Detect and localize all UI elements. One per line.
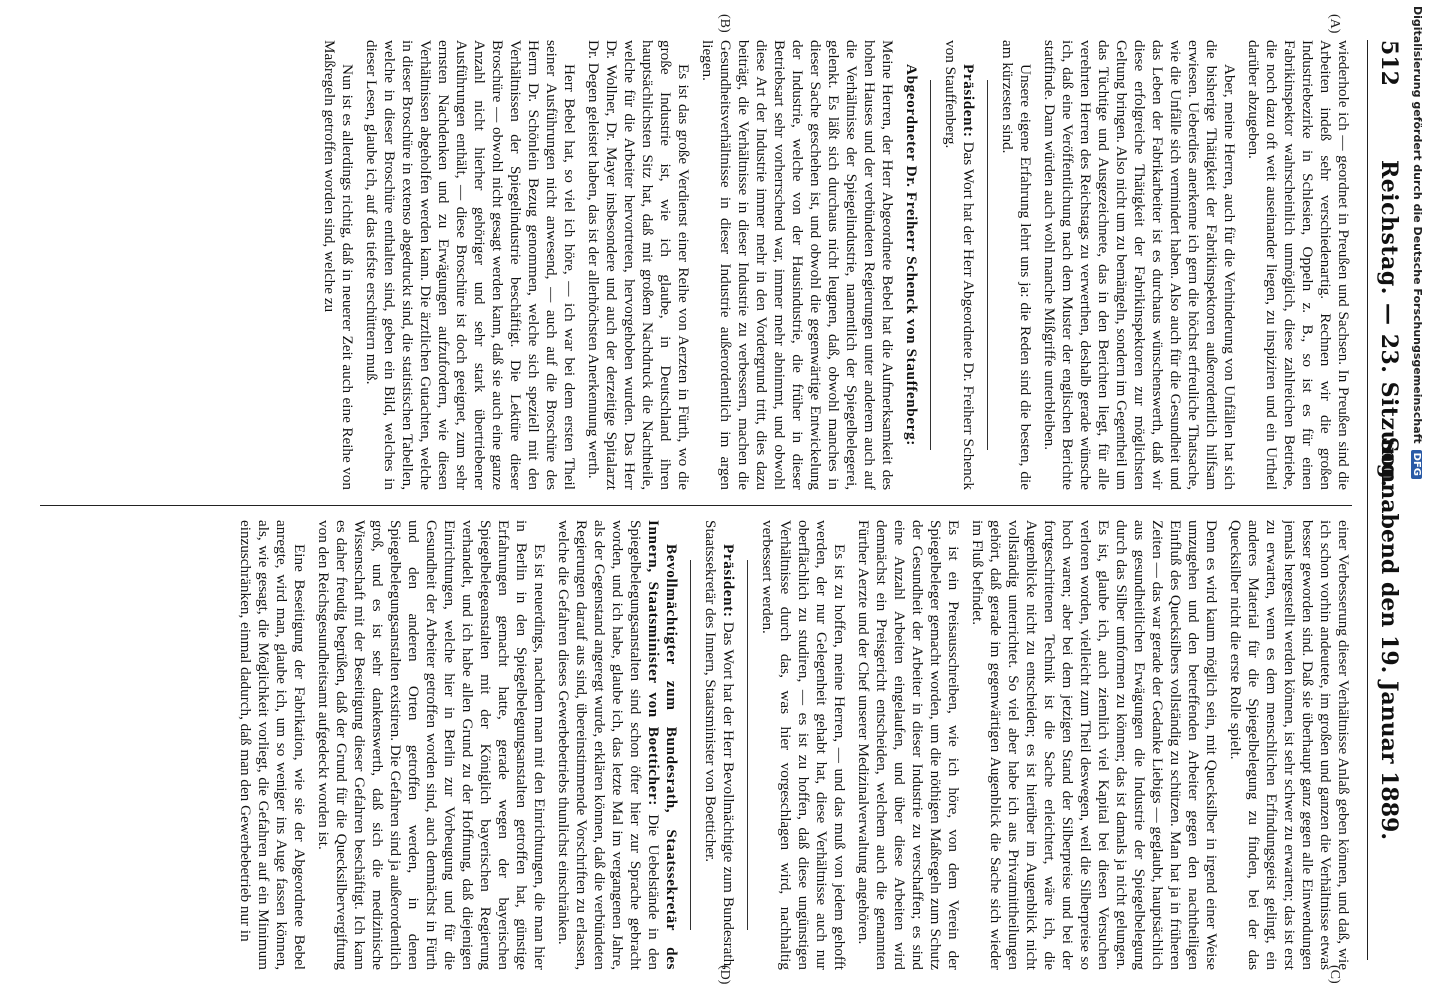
president-label: Präsident: bbox=[960, 64, 977, 138]
credit-label: Digitalisierung gefördert durch die Deutsche Forschungsgemeinschaft bbox=[1411, 6, 1424, 444]
dfg-logo-badge: DFG bbox=[1411, 450, 1422, 479]
president-label-right: Präsident: bbox=[720, 544, 737, 618]
right-speaker-intro bbox=[554, 520, 680, 970]
left-paragraph-3: Unsere eigene Erfahrung lehrt uns ja: die Reden sind die besten, die am kürzesten sind. bbox=[999, 40, 1034, 490]
section-divider-left bbox=[987, 80, 988, 450]
digitization-credit-text bbox=[1411, 6, 1424, 479]
right-paragraph-3: Es ist ein Preisausschreiben, wie ich höre, von dem Verein der Spiegelbeleger gemacht worden, um die nöthigen Maßregeln zum Schutz der Gesundheit der Arbeiter in dieser Industrie zu verschaffen; es sind eine Anzahl Arbeiten eingelaufen, und über diese Arbeiten wird demnächst ein Preisgericht entscheiden, welchem auch die genannten Fürther Aerzte und der Chef unserer Medizinalverwaltung angehören. bbox=[855, 520, 962, 970]
left-paragraph-4: Meine Herren, der Herr Abgeordnete Bebel hat die Aufmerksamkeit des hohen Hauses und der verbündeten Regierungen unter anderem auch auf die Verhältnisse der Spiegelindustrie, namentlich der Spiegelbelegerei, gelenkt. Es läßt sich durchaus nicht leugnen, daß, obwohl manches in dieser Sache geschehen ist, und obwohl die gegenwärtige Entwickelung der Industrie, welche von der Hausindustrie, die früher in dieser Betriebsart sehr vorherrschend war, immer mehr abnimmt, und obwohl diese Art der Industrie immer mehr in den Vordergrund tritt, dies dazu beiträgt, die Verhältnisse in dieser Industrie zu verbessern, machen die Gesundheitsverhältnisse in dieser Industrie außerordentlich im argen liegen. bbox=[699, 40, 896, 490]
left-column bbox=[20, 40, 1352, 490]
right-paragraph-4: Es ist zu hoffen, meine Herren, — und das muß von jedem gehofft werden, der nur Gelegenheit gehabt hat, diese Verhältnisse auch nur oberflächlich zu studiren, — es ist zu hoffen, daß diese ungünstigen Verhältnisse durch das, was hier vorgeschlagen wird, nachhaltig verbessert werden. bbox=[759, 520, 848, 970]
right-paragraph-5: Die Uebelstände in den Spiegelbelegungsanstalten sind schon öfter hier zur Sprache gebracht worden, und ich habe, glaube ich, das letzte Mal im vergangenen Jahre, als der Gegenstand angeregt wurde, erklären können, daß die verbündeten Regierungen darauf aus sind, übereinstimmende Vorschriften zu erlassen, welche die Gefahren dieses Gewerbebetriebs thunlichst einschränken. bbox=[555, 520, 662, 970]
margin-marker-c: (C) bbox=[1327, 965, 1342, 984]
session-title: Reichstag. — 23. Sitzung. bbox=[1376, 160, 1402, 488]
right-president-call bbox=[701, 520, 737, 970]
margin-marker-b: (B) bbox=[717, 14, 732, 33]
president-call-text-right: Das Wort hat der Herr Bevollmächtigte zum Bundesrath, Staatssekretär des Innern, Staatsminister von Boetticher. bbox=[702, 520, 737, 970]
speaker-intro-right: Bevollmächtigter zum Bundesrath, Staatssekretär des Innern, Staatsminister von Boetticher: bbox=[645, 520, 680, 970]
right-paragraph-7: Eine Beseitigung der Fabrikation, wie sie der Abgeordnete Bebel anregte, wird man, glaube ich, um so weniger ins Auge fassen können, als, wie gesagt, die Möglichkeit vorliegt, die Gefahren auf ein Minimum einzuschränken, einmal dadurch, daß man den Gewerbebetrieb nur in bbox=[237, 520, 308, 970]
right-paragraph-2: Denn es wird kaum möglich sein, mit Quecksilber in irgend einer Weise umzugehen und den betreffenden Arbeiter gegen den nachtheiligen Einfluß des Quecksilbers vollständig zu schützen. Man hat ja in früheren Zeiten — das war gerade der Gedanke Liebigs — geglaubt, hauptsächlich aus gesundheitlichen Erwägungen die Industrie der Spiegelbelegung durch das Silber umformen zu können; das ist damals ja nicht gelungen. Es ist, glaube ich, auch ziemlich viel Kapital bei diesen Versuchen verloren worden, vielleicht zum Theil deswegen, weil die Silberpreise so hoch waren; aber bei dem jetzigen Stand der Silberpreise und bei der fortgeschrittenen Technik ist die Sache erleichtert, wäre ich, die Augenblicke nicht zu entscheiden; es ist hierüber im Augenblick nicht vollständig unterrichtet. So viel aber habe ich aus Privatmittheilungen gehört, daß gerade im gegenwärtigen Augenblick die Sache sich wieder im Fluß befindet. bbox=[969, 520, 1220, 970]
right-paragraph-1: einer Verbesserung dieser Verhältnisse Anlaß geben können, und daß, wie ich schon vorhin andeutete, im großen und ganzen die Verhältnisse etwas besser geworden sind. Daß sie überhaupt ganz gegen alle Einwendungen jemals hergestellt werden können, ist sehr schwer zu erwarten; das ist erst zu erwarten, wenn es dem menschlichen Erfindungsgeist gelingt, ein anderes Material für die Spiegelbelegung zu finden, bei der das Quecksilber nicht die erste Rolle spielt. bbox=[1227, 520, 1352, 970]
left-paragraph-6: Herr Bebel hat, so viel ich höre, — ich war bei dem ersten Theil seiner Ausführungen nicht anwesend, — auch auf die Broschüre des Herrn Dr. Schönlein Bezug genommen, welche sich speziell mit den Verhältnissen der Spiegelindustrie beschäftigt. Die Lektüre dieser Broschüre — obwohl nicht gesagt werden kann, daß sie auch eine ganze Anzahl nicht hierher gehöriger und sehr stark übertriebener Ausführungen enthält, — diese Broschüre ist doch geeignet, zum sehr ernsten Nachdenken und zu Erwägungen aufzufordern, wie diesen Verhältnissen abgeholfen werden kann. Die ärztlichen Gutachten, welche in dieser Broschüre in extenso abgedruckt sind, die statistischen Tabellen, welche in dieser Broschüre enthalten sind, geben ein Bild, welches in dieser Lesen, glaube ich, auf das tiefste erschüttern muß. bbox=[363, 40, 578, 490]
session-date: Sonnabend den 19. Januar 1889. bbox=[1376, 436, 1402, 840]
left-paragraph-2: Aber, meine Herren, auch für die Verhinderung von Unfällen hat sich die bisherige Thätigkeit der Fabrikinspektoren außerordentlich hilfsam erwiesen. Ueberdies anerkenne ich gern die höchst erfreuliche Thatsache, wie die Unfälle sich vermindert haben. Also auch für die Gesundheit und das Leben der Fabrikarbeiter ist es durchaus wünschenswerth, daß wir diese erfolgreiche Thätigkeit der Fabrikinspektoren zur möglichsten Geltung bringen. Also nicht um zu bemängeln, sondern im Gegentheil um das Tüchtige und Ausgezeichnete, das in den Berichten liegt, für alle verehrten Herren des Reichstags zu verwerthen, deshalb gerade wünsche ich, daß eine Veröffentlichung nach dem Muster der englischen Berichte stattfinde. Dann würden auch wohl manche Mißgriffe unterbleiben. bbox=[1041, 40, 1238, 490]
section-divider-left-2 bbox=[930, 80, 931, 450]
section-divider-right-2 bbox=[690, 560, 691, 930]
section-divider-right bbox=[747, 560, 748, 930]
left-paragraph-1: wiederhole ich — geordnet in Preußen und Sachsen. In Preußen sind die Arbeiten indeß sehr verschiedenartig. Rechnen wir die großen Industriebezirke in Schlesien, Oppeln z. B., so ist es für einen Fabrikinspektor wahrscheinlich unmöglich, diese zahlreichen Betriebe, die noch dazu oft weit auseinander liegen, zu inspiziren und ein Urtheil darüber abzugeben. bbox=[1245, 40, 1352, 490]
right-column bbox=[20, 520, 1352, 970]
president-call-text: Das Wort hat der Herr Abgeordnete Dr. Freiherr Schenck von Stauffenberg. bbox=[942, 40, 977, 490]
left-president-call bbox=[941, 40, 977, 490]
page-header bbox=[1367, 40, 1408, 960]
left-speaker-intro bbox=[902, 40, 920, 490]
left-paragraph-5: Es ist das große Verdienst einer Reihe von Aerzten in Fürth, wo die große Industrie ist, wie ich glaube, in Deutschland ihren hauptsächlichsten Sitz hat, daß mit großem Nachdruck die Nachtheile, welche für die Arbeiter hervortreten, hervorgehoben wurden. Das Herr Dr. Wollner, Dr. Mayer insbesondere und auch der derzeitige Spitalarzt Dr. Degen geleistet haben, das ist der allerhöchsten Anerkennung werth. bbox=[585, 40, 692, 490]
digitization-credit bbox=[1406, 6, 1428, 996]
right-paragraph-6: Es ist neuerdings, nachdem man mit den Einrichtungen, die man hier in Berlin in den Spiegelbelegungsanstalten getroffen hat, günstige Erfahrungen gemacht hatte, gerade wegen der bayerischen Spiegelbelegeanstalten mit der Königlich bayerischen Regierung verhandelt, und ich habe allen Grund zu der Hoffnung, daß diejenigen Einrichtungen, welche hier in Berlin zur Vorbeugung und für die Gesundheit der Arbeiter getroffen worden sind, auch demnächst in Fürth und den anderen Orten getroffen werden, in denen Spiegelbelegungsanstalten existiren. Die Gefahren sind ja außerordentlich groß, und es ist sehr dankenswerth, daß sich die medizinische Wissenschaft mit der Beseitigung dieser Gefahren beschäftigt. Ich kann es daher freudig begrüßen, daß der Grund für die Quecksilbervergiftung von den Reichsgesundheitsamt aufgedeckt worden ist. bbox=[315, 520, 548, 970]
column-divider bbox=[40, 505, 1352, 506]
page-number: 512 bbox=[1376, 40, 1402, 86]
margin-marker-a: (A) bbox=[1327, 14, 1342, 34]
speaker-intro: Abgeordneter Dr. Freiherr Schenck von Stauffenberg: bbox=[903, 64, 920, 446]
margin-marker-d: (D) bbox=[717, 965, 732, 985]
left-paragraph-7: Nun ist es allerdings richtig, daß in neuerer Zeit auch eine Reihe von Maßregeln getroffen worden sind, welche zu bbox=[321, 40, 356, 490]
